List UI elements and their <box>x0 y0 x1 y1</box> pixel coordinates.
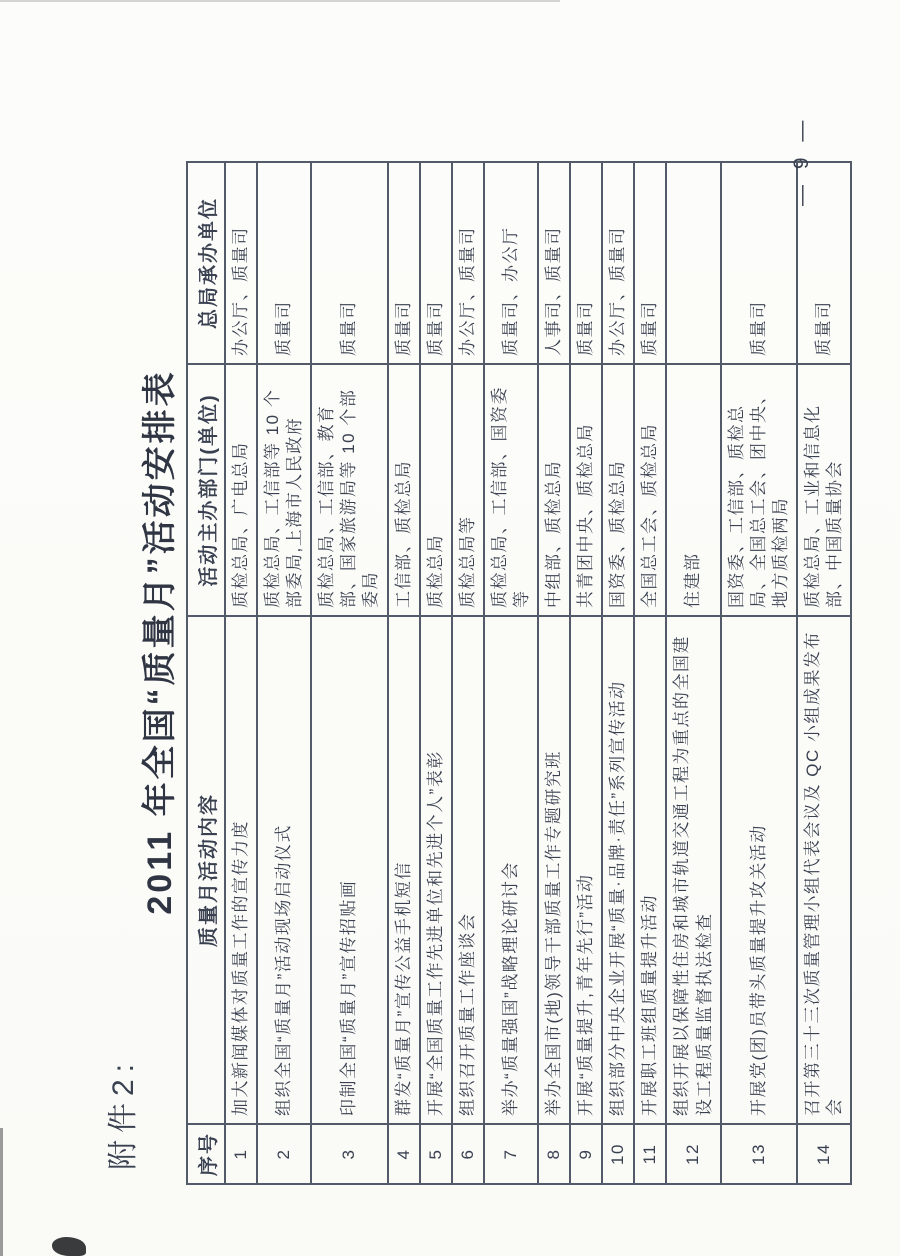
table-cell-seq: 1 <box>225 1124 257 1184</box>
table-row <box>452 162 484 1184</box>
table-cell-organizer: 共青团中央、质检总局 <box>570 364 602 616</box>
table-row <box>420 162 452 1184</box>
table-cell-seq: 4 <box>388 1124 420 1184</box>
table-row <box>538 162 570 1184</box>
table-cell-seq: 8 <box>538 1124 570 1184</box>
table-cell-content: 开展“质量提升,青年先行”活动 <box>570 616 602 1124</box>
table-cell-organizer: 住建部 <box>666 364 720 616</box>
table-cell-organizer: 质检总局、工信部等 10 个部委局,上海市人民政府 <box>257 364 311 616</box>
table-cell-undertaker: 办公厅、质量司 <box>452 162 484 364</box>
table-header-cell: 总局承办单位 <box>187 162 225 364</box>
table-cell-seq: 7 <box>484 1124 538 1184</box>
table-cell-organizer: 国资委、工信部、质检总局、全国总工会、团中央、地方质检两局 <box>721 364 797 616</box>
table-cell-undertaker: 质量司、办公厅 <box>484 162 538 364</box>
table-cell-seq: 14 <box>797 1124 851 1184</box>
table-header-cell: 序号 <box>187 1124 225 1184</box>
table-cell-organizer: 质检总局、工业和信息化部、中国质量协会 <box>797 364 851 616</box>
table-cell-undertaker: 人事司、质量司 <box>538 162 570 364</box>
table-cell-undertaker: 质量司 <box>570 162 602 364</box>
table-cell-seq: 10 <box>602 1124 634 1184</box>
table-row <box>721 162 797 1184</box>
page-number: — 9 — <box>790 115 813 206</box>
table-cell-organizer: 质检总局等 <box>452 364 484 616</box>
table-cell-organizer: 质检总局 <box>420 364 452 616</box>
table-cell-undertaker: 质量司 <box>257 162 311 364</box>
table-cell-undertaker: 办公厅、质量司 <box>602 162 634 364</box>
scan-artifact <box>52 1237 86 1256</box>
table-cell-undertaker <box>666 162 720 364</box>
scan-artifact <box>0 1128 3 1256</box>
table-cell-content: 组织部分中央企业开展“质量·品牌·责任”系列宣传活动 <box>602 616 634 1124</box>
table-row <box>311 162 387 1184</box>
table-cell-organizer: 全国总工会、质检总局 <box>634 364 666 616</box>
table-row <box>634 162 666 1184</box>
table-cell-content: 举办“质量强国”战略理论研讨会 <box>484 616 538 1124</box>
table-row <box>484 162 538 1184</box>
table-cell-organizer: 中组部、质检总局 <box>538 364 570 616</box>
table-cell-organizer: 国资委、质检总局 <box>602 364 634 616</box>
table-cell-undertaker: 质量司 <box>420 162 452 364</box>
table-row <box>570 162 602 1184</box>
table-cell-content: 开展职工班组质量提升活动 <box>634 616 666 1124</box>
attachment-label: 附件2: <box>107 1056 140 1170</box>
table-row <box>797 162 851 1184</box>
table-cell-seq: 11 <box>634 1124 666 1184</box>
activity-table-body <box>225 162 851 1184</box>
table-cell-seq: 3 <box>311 1124 387 1184</box>
table-cell-organizer: 质检总局、广电总局 <box>225 364 257 616</box>
table-cell-seq: 9 <box>570 1124 602 1184</box>
scan-artifact <box>0 0 560 2</box>
table-row <box>666 162 720 1184</box>
table-title: 2011 年全国“质量月”活动安排表 <box>141 369 179 915</box>
table-cell-organizer: 工信部、质检总局 <box>388 364 420 616</box>
table-header-cell: 活动主办部门(单位) <box>187 364 225 616</box>
table-cell-content: 群发“质量月”宣传公益手机短信 <box>388 616 420 1124</box>
table-cell-content: 举办全国市(地)领导干部质量工作专题研究班 <box>538 616 570 1124</box>
table-cell-content: 召开第三十三次质量管理小组代表会议及 QC 小组成果发布会 <box>797 616 851 1124</box>
table-cell-seq: 5 <box>420 1124 452 1184</box>
table-header-cell: 质量月活动内容 <box>187 616 225 1124</box>
table-cell-content: 开展党(团)员带头质量提升攻关活动 <box>721 616 797 1124</box>
table-cell-seq: 2 <box>257 1124 311 1184</box>
table-cell-seq: 6 <box>452 1124 484 1184</box>
table-cell-undertaker: 质量司 <box>721 162 797 364</box>
table-cell-undertaker: 质量司 <box>634 162 666 364</box>
activity-table <box>186 161 852 1185</box>
table-cell-organizer: 质检总局、工信部、国资委等 <box>484 364 538 616</box>
table-cell-undertaker: 质量司 <box>311 162 387 364</box>
table-cell-content: 组织开展以保障性住房和城市轨道交通工程为重点的全国建设工程质量监督执法检查 <box>666 616 720 1124</box>
table-header-row <box>187 162 225 1184</box>
table-cell-content: 组织全国“质量月”活动现场启动仪式 <box>257 616 311 1124</box>
table-cell-organizer: 质检总局、工信部、教育部、国家旅游局等 10 个部委局 <box>311 364 387 616</box>
table-cell-undertaker: 办公厅、质量司 <box>225 162 257 364</box>
table-cell-content: 组织召开质量工作座谈会 <box>452 616 484 1124</box>
table-row <box>225 162 257 1184</box>
table-cell-seq: 13 <box>721 1124 797 1184</box>
table-cell-content: 加大新闻媒体对质量工作的宣传力度 <box>225 616 257 1124</box>
table-row <box>257 162 311 1184</box>
table-row <box>602 162 634 1184</box>
table-cell-content: 印制全国“质量月”宣传招贴画 <box>311 616 387 1124</box>
table-cell-seq: 12 <box>666 1124 720 1184</box>
table-row <box>388 162 420 1184</box>
table-cell-undertaker: 质量司 <box>388 162 420 364</box>
table-cell-content: 开展“全国质量工作先进单位和先进个人”表彰 <box>420 616 452 1124</box>
table-cell-undertaker: 质量司 <box>797 162 851 364</box>
